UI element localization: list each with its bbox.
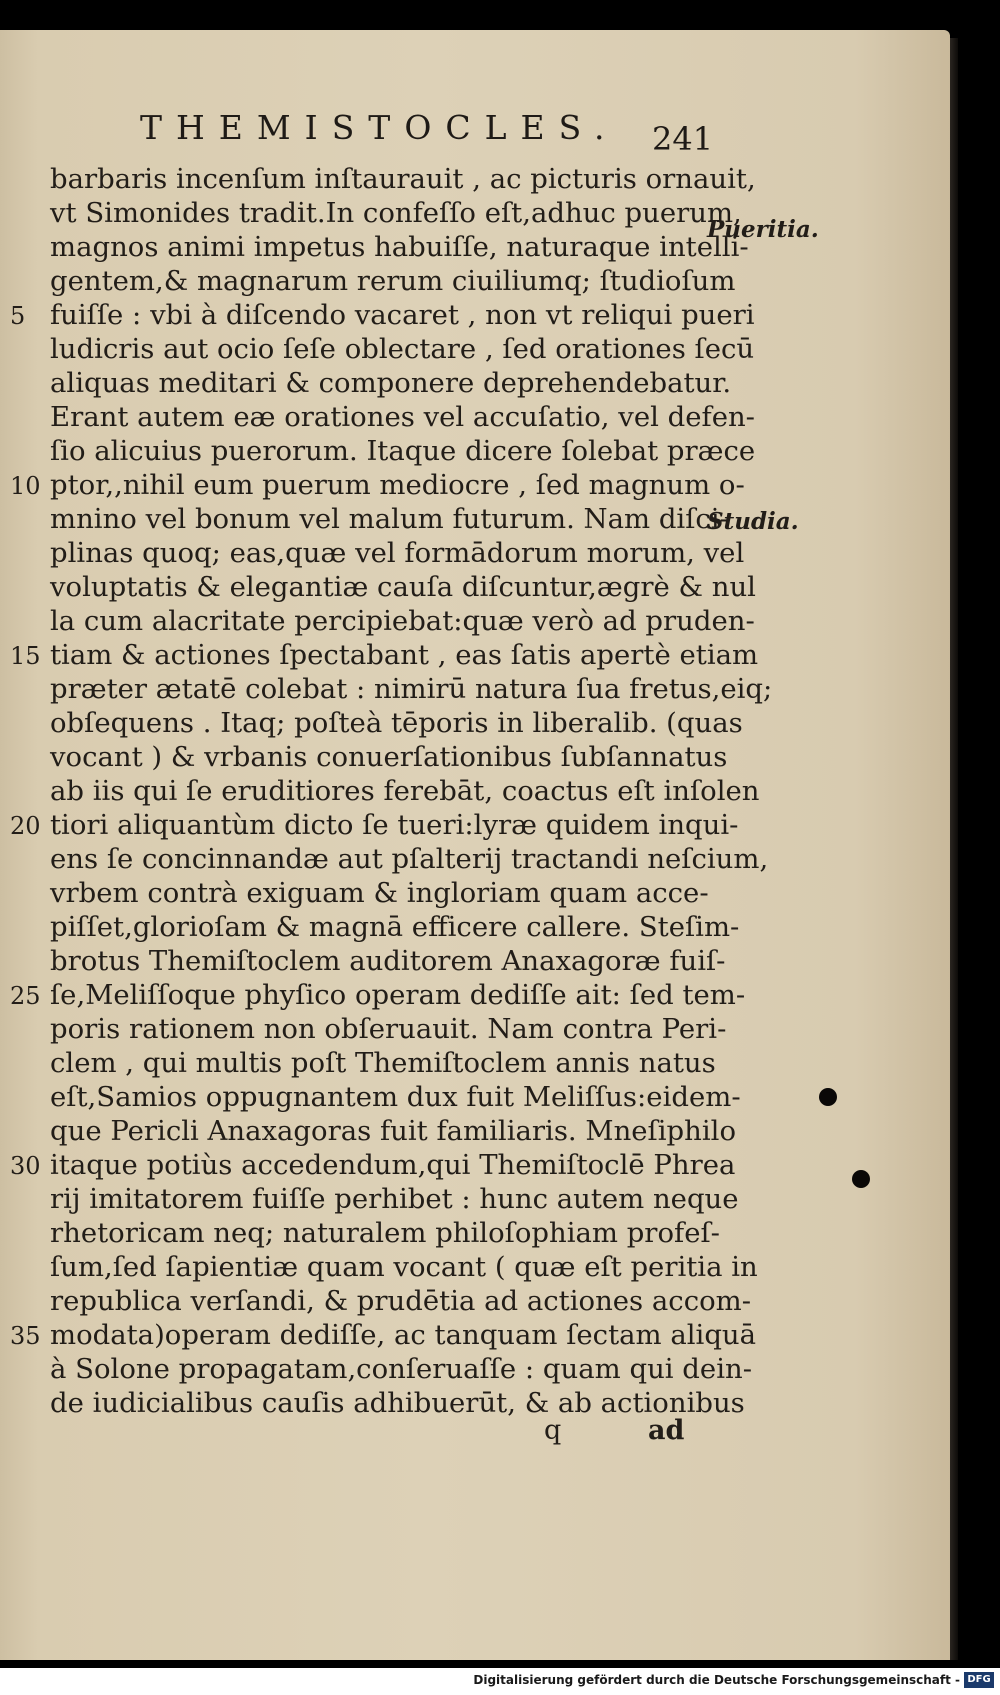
line-number: 35 <box>10 1322 41 1350</box>
text-line: plinas quoq; eas,quæ vel formādorum morum, vel <box>50 537 745 569</box>
text-line: rhetoricam neq; naturalem philoſophiam profeſ- <box>50 1217 720 1249</box>
ink-spot <box>852 1170 870 1188</box>
text-line: gentem,& magnarum rerum ciuiliumq; ſtudioſum <box>50 265 736 297</box>
text-line: modata)operam dediſſe, ac tanquam ſectam aliquā <box>50 1319 757 1351</box>
text-line: ptor,,nihil eum puerum mediocre , ſed magnum o- <box>50 469 745 501</box>
line-number: 10 <box>10 472 41 500</box>
text-line: clem , qui multis poſt Themiſtoclem annis natus <box>50 1047 716 1079</box>
text-line: tiam & actiones ſpectabant , eas ſatis apertè etiam <box>50 639 759 671</box>
text-line: ſe,Meliſſoque phyſico operam dediſſe ait: ſed tem- <box>50 979 746 1011</box>
text-line: que Pericli Anaxagoras fuit familiaris. Mneſiphilo <box>50 1115 736 1147</box>
text-line: tiori aliquantùm dicto ſe tueri:lyræ quidem inqui- <box>50 809 739 841</box>
text-line: barbaris incenſum inſtaurauit , ac picturis ornauit, <box>50 163 756 195</box>
text-line: de iudicialibus cauſis adhibuerūt, & ab actionibus <box>50 1387 745 1419</box>
line-number: 20 <box>10 812 41 840</box>
text-line: poris rationem non obſeruauit. Nam contra Peri- <box>50 1013 727 1045</box>
text-line: vocant ) & vrbanis conuerſationibus ſubſannatus <box>50 741 728 773</box>
text-line: brotus Themiſtoclem auditorem Anaxagoræ fuiſ- <box>50 945 726 977</box>
signature-mark: q <box>544 1415 562 1446</box>
text-line: ludicris aut ocio ſeſe oblectare , ſed orationes ſecū <box>50 333 755 365</box>
text-line: voluptatis & elegantiæ cauſa diſcuntur,ægrè & nul <box>50 571 756 603</box>
margin-note-studia: Studia. <box>707 508 799 535</box>
text-line: ens ſe concinnandæ aut pſalterij tractandi neſcium, <box>50 843 769 875</box>
text-line: præter ætatē colebat : nimirū natura ſua fretus,eiq; <box>50 673 773 705</box>
text-line: la cum alacritate percipiebat:quæ verò ad pruden- <box>50 605 755 637</box>
text-line: itaque potiùs accedendum,qui Themiſtoclē Phrea <box>50 1149 736 1181</box>
line-number: 5 <box>10 302 26 330</box>
dfg-logo: DFG <box>964 1672 994 1688</box>
ink-spot <box>819 1088 837 1106</box>
footer-credit: Digitalisierung gefördert durch die Deutsche Forschungsgemeinschaft - <box>473 1673 960 1687</box>
line-number: 25 <box>10 982 41 1010</box>
text-line: vt Simonides tradit.In confeſſo eſt,adhuc puerum, <box>50 197 742 229</box>
text-line: aliquas meditari & componere deprehendebatur. <box>50 367 732 399</box>
line-number: 30 <box>10 1152 41 1180</box>
text-line: eſt,Samios oppugnantem dux fuit Meliſſus:eidem- <box>50 1081 741 1113</box>
text-line: ſio alicuius puerorum. Itaque dicere ſolebat præce <box>50 435 756 467</box>
text-line: obſequens . Itaq; poſteà tēporis in liberalib. (quas <box>50 707 743 739</box>
running-head-title: THEMISTOCLES. <box>140 108 619 147</box>
text-line: ab iis qui ſe eruditiores ferebāt, coactus eſt inſolen <box>50 775 760 807</box>
text-line: mnino vel bonum vel malum futurum. Nam diſci- <box>50 503 729 535</box>
footer-bar <box>0 1668 1000 1695</box>
text-line: à Solone propagatam,conſeruaſſe : quam qui dein- <box>50 1353 752 1385</box>
text-line: piſſet,glorioſam & magnā efficere callere. Steſim- <box>50 911 740 943</box>
text-line: ſum,ſed ſapientiæ quam vocant ( quæ eſt peritia in <box>50 1251 758 1283</box>
page-edge <box>950 38 958 1660</box>
catchword: ad <box>648 1415 685 1446</box>
line-number: 15 <box>10 642 41 670</box>
text-line: Erant autem eæ orationes vel accuſatio, vel defen- <box>50 401 755 433</box>
page-number: 241 <box>652 120 714 158</box>
text-line: fuiſſe : vbi à diſcendo vacaret , non vt reliqui pueri <box>50 299 755 331</box>
text-line: magnos animi impetus habuiſſe, naturaque intelli- <box>50 231 749 263</box>
text-line: rij imitatorem fuiſſe perhibet : hunc autem neque <box>50 1183 739 1215</box>
text-line: republica verſandi, & prudētia ad actiones accom- <box>50 1285 752 1317</box>
margin-note-pueritia: Pueritia. <box>707 216 819 243</box>
text-line: vrbem contrà exiguam & ingloriam quam acce- <box>50 877 709 909</box>
